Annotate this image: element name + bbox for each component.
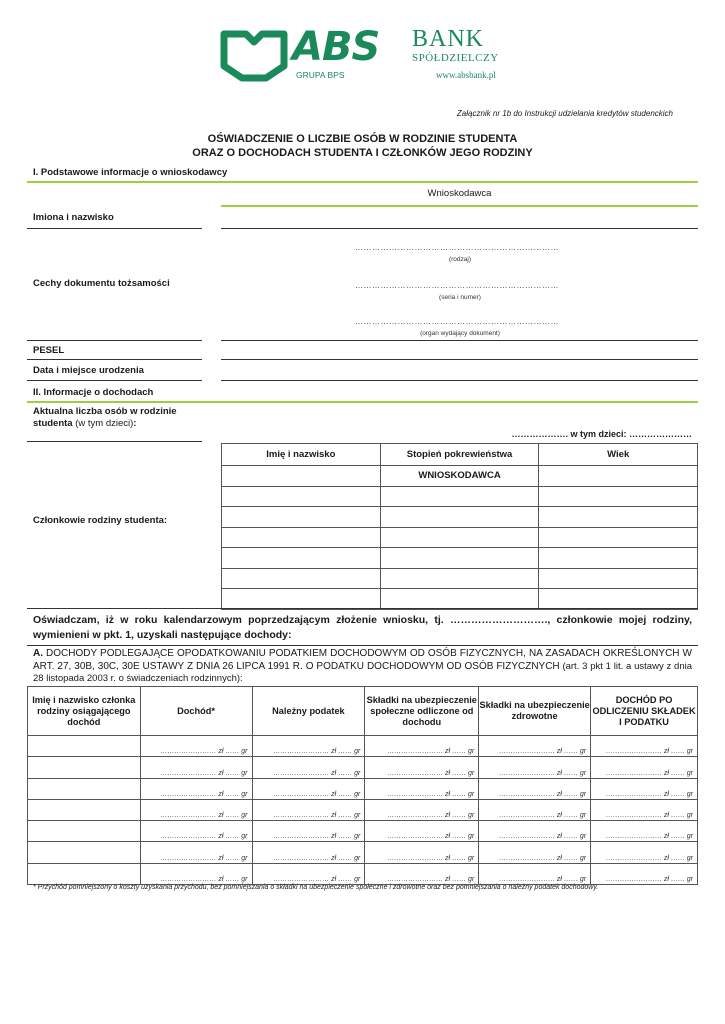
title-line-1: OŚWIADCZENIE O LICZBIE OSÓB W RODZINIE STUDENTA — [207, 133, 518, 145]
member-relation-cell[interactable] — [380, 507, 539, 528]
logo-brand: ABS — [292, 24, 380, 70]
table-row — [28, 736, 698, 757]
member-name-cell[interactable] — [222, 548, 381, 569]
id-doc-issuer-input[interactable]: ……………………………………………………………… — [355, 317, 559, 326]
income-name-cell[interactable] — [28, 736, 141, 757]
member-relation-cell[interactable] — [380, 568, 539, 589]
id-doc-type-input[interactable]: ……………………………………………………………… — [355, 243, 559, 252]
id-doc-serial-caption: (seria i numer) — [439, 294, 481, 301]
tax-cell[interactable]: …………………… zł …… gr — [252, 863, 365, 884]
declaration-text: Oświadczam, iż w roku kalendarzowym poprzedzającym złożenie wniosku, tj. ………………………., członkowie mojej rodziny, wymienieni w pkt. 1, uzyskali następujące dochody: — [33, 614, 692, 641]
part-a-letter: A. — [33, 648, 43, 659]
logo-bank-sub: SPÓŁDZIELCZY — [412, 52, 499, 64]
applicant-column-header: Wnioskodawca — [427, 188, 492, 199]
section2-heading: II. Informacje o dochodach — [33, 387, 154, 398]
health-cell[interactable]: …………………… zł …… gr — [479, 799, 591, 820]
section1-heading: I. Podstawowe informacje o wnioskodawcy — [33, 167, 228, 178]
health-cell[interactable]: …………………… zł …… gr — [479, 757, 591, 778]
health-cell[interactable]: …………………… zł …… gr — [479, 863, 591, 884]
table-row — [222, 589, 698, 610]
title-line-2: ORAZ O DOCHODACH STUDENTA I CZŁONKÓW JEGO RODZINY — [192, 147, 533, 159]
part-a-text — [33, 648, 692, 686]
tax-cell[interactable]: …………………… zł …… gr — [252, 757, 365, 778]
members-header-name: Imię i nazwisko — [222, 444, 381, 466]
social-cell[interactable]: …………………… zł …… gr — [365, 842, 479, 863]
tax-cell[interactable]: …………………… zł …… gr — [252, 799, 365, 820]
income-header-name: Imię i nazwisko członka rodziny osiągającego dochód — [28, 687, 141, 736]
member-name-cell[interactable] — [222, 568, 381, 589]
footnote: * Przychód pomniejszony o koszty uzyskania przychodu, bez pomniejszania o składki na ubezpieczenie społeczne i zdrowotne oraz bez pomniejszania o należny podatek dochodowy. — [33, 884, 599, 891]
table-row — [222, 568, 698, 589]
table-row — [222, 466, 698, 487]
family-count-label-line1: Aktualna liczba osób w rodzinie — [33, 406, 177, 417]
field-pesel-rule-left — [27, 359, 202, 360]
family-count-rule — [27, 441, 202, 442]
health-cell[interactable]: …………………… zł …… gr — [479, 778, 591, 799]
member-relation-cell[interactable] — [380, 486, 539, 507]
table-row — [28, 863, 698, 884]
tax-cell[interactable]: …………………… zł …… gr — [252, 778, 365, 799]
table-row — [28, 821, 698, 842]
net-cell[interactable]: …………………… zł …… gr — [591, 778, 698, 799]
income-header-net: DOCHÓD PO ODLICZENIU SKŁADEK I PODATKU — [591, 687, 698, 736]
income-cell[interactable]: …………………… zł …… gr — [140, 757, 252, 778]
social-cell[interactable]: …………………… zł …… gr — [365, 757, 479, 778]
income-header-tax: Należny podatek — [252, 687, 365, 736]
net-cell[interactable]: …………………… zł …… gr — [591, 863, 698, 884]
field-pesel-input[interactable] — [221, 359, 698, 360]
member-age-cell[interactable] — [539, 486, 698, 507]
member-age-cell[interactable] — [539, 568, 698, 589]
field-id-doc-label: Cechy dokumentu tożsamości — [33, 278, 170, 289]
member-name-cell[interactable] — [222, 527, 381, 548]
logo-website: www.absbank.pl — [436, 70, 496, 80]
table-row — [28, 778, 698, 799]
members-rule — [27, 608, 698, 609]
member-relation-cell[interactable] — [380, 548, 539, 569]
members-header-age: Wiek — [539, 444, 698, 466]
income-header-health: Składki na ubezpieczenie zdrowotne — [479, 687, 591, 736]
income-cell[interactable]: …………………… zł …… gr — [140, 778, 252, 799]
table-row — [222, 486, 698, 507]
income-table — [27, 686, 698, 885]
section1-rule — [27, 181, 698, 183]
income-header-row — [28, 687, 698, 736]
income-name-cell[interactable] — [28, 757, 141, 778]
field-pesel-label: PESEL — [33, 345, 65, 356]
member-relation-cell[interactable] — [380, 527, 539, 548]
family-count-label-line2 — [33, 418, 177, 430]
member-age-cell[interactable] — [539, 527, 698, 548]
income-name-cell[interactable] — [28, 842, 141, 863]
part-a-body: DOCHODY PODLEGAJĄCE OPODATKOWANIU PODATKIEM DOCHODOWYM OD OSÓB FIZYCZNYCH, NA ZASADACH OKREŚLONYCH W ART. 27, 30B, 30C, 30E USTAWY Z DNIA 26 LIPCA 1991 R. O PODATKU DOCHODOWYM OD OSÓB FIZYCZNYCH — [33, 648, 692, 672]
income-name-cell[interactable] — [28, 821, 141, 842]
field-id-doc-rule-right — [221, 340, 698, 341]
attachment-note: Załącznik nr 1b do Instrukcji udzielania kredytów studenckich — [456, 109, 673, 118]
social-cell[interactable]: …………………… zł …… gr — [365, 863, 479, 884]
tax-cell[interactable]: …………………… zł …… gr — [252, 736, 365, 757]
table-row — [222, 507, 698, 528]
member-age-cell[interactable] — [539, 507, 698, 528]
income-cell[interactable]: …………………… zł …… gr — [140, 821, 252, 842]
member-age-cell[interactable] — [539, 548, 698, 569]
table-row — [222, 548, 698, 569]
field-names-rule-left — [27, 228, 202, 229]
family-count-label-colon: : — [133, 418, 137, 429]
id-doc-issuer-caption: (organ wydający dokument) — [420, 330, 500, 337]
table-row — [28, 799, 698, 820]
net-cell[interactable]: …………………… zł …… gr — [591, 757, 698, 778]
income-name-cell[interactable] — [28, 799, 141, 820]
net-cell[interactable]: …………………… zł …… gr — [591, 736, 698, 757]
field-names-input[interactable] — [221, 228, 698, 229]
social-cell[interactable]: …………………… zł …… gr — [365, 736, 479, 757]
part-a-reference: (art. 3 pkt 1 lit. a ustawy z dnia 28 listopada 2003 r. o świadczeniach rodzinnych): — [33, 660, 692, 684]
social-cell[interactable]: …………………… zł …… gr — [365, 778, 479, 799]
logo-bank-word: BANK — [412, 26, 485, 52]
family-count-label — [33, 406, 177, 430]
members-label: Członkowie rodziny studenta: — [33, 515, 168, 526]
table-row — [222, 527, 698, 548]
member-name-cell[interactable] — [222, 589, 381, 610]
section2-rule — [27, 401, 698, 403]
family-count-value[interactable]: ………………. w tym dzieci: ………………… — [511, 429, 692, 439]
family-count-label-children: (w tym dzieci) — [72, 418, 134, 429]
income-name-cell[interactable] — [28, 778, 141, 799]
health-cell[interactable]: …………………… zł …… gr — [479, 842, 591, 863]
income-cell[interactable]: …………………… zł …… gr — [140, 842, 252, 863]
member-age-cell[interactable] — [539, 466, 698, 487]
net-cell[interactable]: …………………… zł …… gr — [591, 821, 698, 842]
tax-cell[interactable]: …………………… zł …… gr — [252, 821, 365, 842]
member-name-cell[interactable] — [222, 466, 381, 487]
id-doc-serial-input[interactable]: ……………………………………………………………… — [355, 281, 559, 290]
field-id-doc-rule-left — [27, 340, 202, 341]
net-cell[interactable]: …………………… zł …… gr — [591, 842, 698, 863]
social-cell[interactable]: …………………… zł …… gr — [365, 821, 479, 842]
page-title — [0, 132, 725, 160]
field-birth-label: Data i miejsce urodzenia — [33, 365, 144, 376]
field-names-label: Imiona i nazwisko — [33, 212, 114, 223]
member-age-cell[interactable] — [539, 589, 698, 610]
family-count-label-student: studenta — [33, 418, 73, 429]
id-doc-type-caption: (rodzaj) — [448, 256, 472, 263]
income-cell[interactable]: …………………… zł …… gr — [140, 736, 252, 757]
declaration-rule — [27, 645, 698, 646]
abs-shield-icon — [218, 28, 290, 84]
members-table — [221, 443, 698, 610]
member-name-cell[interactable] — [222, 486, 381, 507]
health-cell[interactable]: …………………… zł …… gr — [479, 736, 591, 757]
members-header-relation: Stopień pokrewieństwa — [380, 444, 539, 466]
member-relation-cell: WNIOSKODAWCA — [380, 466, 539, 487]
health-cell[interactable]: …………………… zł …… gr — [479, 821, 591, 842]
members-header-row — [222, 444, 698, 466]
income-header-income: Dochód* — [140, 687, 252, 736]
member-name-cell[interactable] — [222, 507, 381, 528]
income-cell[interactable]: …………………… zł …… gr — [140, 799, 252, 820]
table-row — [28, 757, 698, 778]
income-header-social: Składki na ubezpieczenie społeczne odliczone od dochodu — [365, 687, 479, 736]
field-birth-input[interactable] — [221, 380, 698, 381]
social-cell[interactable]: …………………… zł …… gr — [365, 799, 479, 820]
table-row — [28, 842, 698, 863]
tax-cell[interactable]: …………………… zł …… gr — [252, 842, 365, 863]
applicant-header-rule — [221, 205, 698, 207]
income-cell[interactable]: …………………… zł …… gr — [140, 863, 252, 884]
income-name-cell[interactable] — [28, 863, 141, 884]
logo-group: GRUPA BPS — [296, 70, 345, 80]
member-relation-cell[interactable] — [380, 589, 539, 610]
field-birth-rule-left — [27, 380, 202, 381]
bank-logo — [218, 24, 508, 96]
net-cell[interactable]: …………………… zł …… gr — [591, 799, 698, 820]
